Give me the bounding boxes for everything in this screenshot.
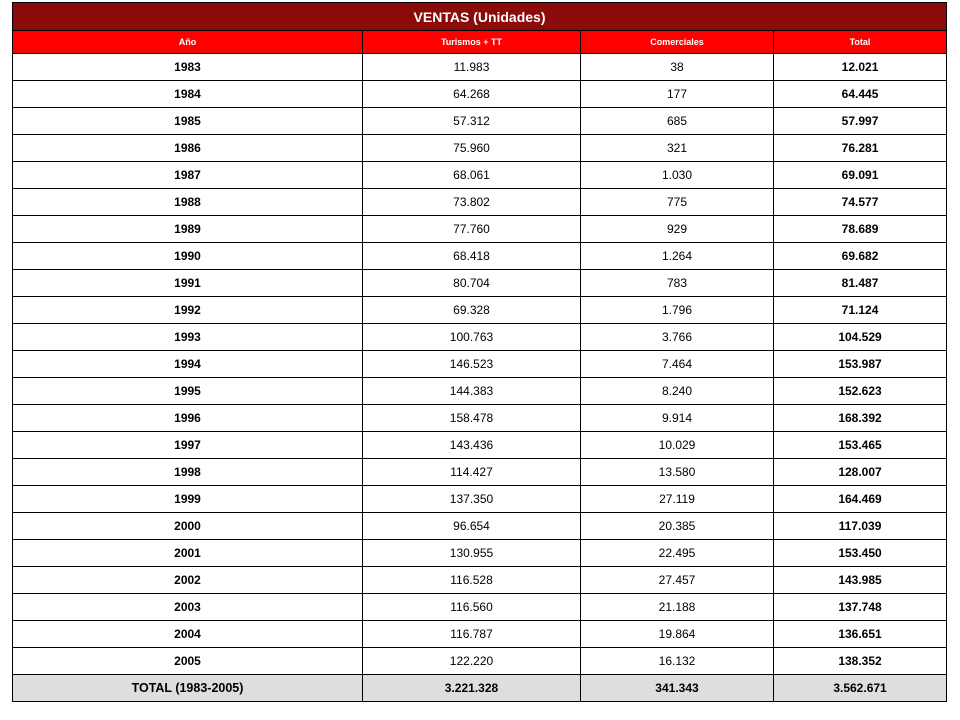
cars-cell: 144.383 bbox=[363, 378, 581, 405]
cars-cell: 69.328 bbox=[363, 297, 581, 324]
total-cell: 164.469 bbox=[774, 486, 947, 513]
total-cell: 76.281 bbox=[774, 135, 947, 162]
commercial-cell: 38 bbox=[581, 54, 774, 81]
year-cell: 1987 bbox=[13, 162, 363, 189]
year-cell: 2002 bbox=[13, 567, 363, 594]
totals-total: 3.562.671 bbox=[774, 675, 947, 702]
year-cell: 1986 bbox=[13, 135, 363, 162]
cars-cell: 116.528 bbox=[363, 567, 581, 594]
cars-cell: 57.312 bbox=[363, 108, 581, 135]
table-row bbox=[13, 81, 947, 108]
year-cell: 1990 bbox=[13, 243, 363, 270]
year-cell: 1989 bbox=[13, 216, 363, 243]
year-cell: 1994 bbox=[13, 351, 363, 378]
commercial-cell: 13.580 bbox=[581, 459, 774, 486]
total-cell: 57.997 bbox=[774, 108, 947, 135]
commercial-cell: 1.030 bbox=[581, 162, 774, 189]
commercial-cell: 16.132 bbox=[581, 648, 774, 675]
table-row bbox=[13, 54, 947, 81]
year-cell: 2001 bbox=[13, 540, 363, 567]
year-cell: 1984 bbox=[13, 81, 363, 108]
table-row bbox=[13, 243, 947, 270]
commercial-cell: 27.457 bbox=[581, 567, 774, 594]
total-cell: 143.985 bbox=[774, 567, 947, 594]
table-row bbox=[13, 594, 947, 621]
year-cell: 1997 bbox=[13, 432, 363, 459]
table-row bbox=[13, 297, 947, 324]
table-row bbox=[13, 270, 947, 297]
cars-cell: 73.802 bbox=[363, 189, 581, 216]
year-cell: 1998 bbox=[13, 459, 363, 486]
total-cell: 81.487 bbox=[774, 270, 947, 297]
cars-cell: 116.787 bbox=[363, 621, 581, 648]
table-row bbox=[13, 405, 947, 432]
totals-commercial: 341.343 bbox=[581, 675, 774, 702]
total-cell: 69.091 bbox=[774, 162, 947, 189]
cars-cell: 77.760 bbox=[363, 216, 581, 243]
table-row bbox=[13, 378, 947, 405]
table-row bbox=[13, 324, 947, 351]
total-cell: 78.689 bbox=[774, 216, 947, 243]
total-cell: 104.529 bbox=[774, 324, 947, 351]
cars-cell: 143.436 bbox=[363, 432, 581, 459]
total-cell: 128.007 bbox=[774, 459, 947, 486]
table-row bbox=[13, 351, 947, 378]
cars-cell: 137.350 bbox=[363, 486, 581, 513]
commercial-cell: 10.029 bbox=[581, 432, 774, 459]
cars-cell: 68.418 bbox=[363, 243, 581, 270]
column-header-commercial: Comerciales bbox=[581, 31, 774, 54]
total-cell: 12.021 bbox=[774, 54, 947, 81]
commercial-cell: 1.264 bbox=[581, 243, 774, 270]
total-cell: 74.577 bbox=[774, 189, 947, 216]
total-cell: 137.748 bbox=[774, 594, 947, 621]
year-cell: 1991 bbox=[13, 270, 363, 297]
totals-row bbox=[13, 675, 947, 702]
table-row bbox=[13, 540, 947, 567]
year-cell: 1992 bbox=[13, 297, 363, 324]
commercial-cell: 3.766 bbox=[581, 324, 774, 351]
total-cell: 153.987 bbox=[774, 351, 947, 378]
commercial-cell: 7.464 bbox=[581, 351, 774, 378]
commercial-cell: 20.385 bbox=[581, 513, 774, 540]
column-header-total: Total bbox=[774, 31, 947, 54]
cars-cell: 64.268 bbox=[363, 81, 581, 108]
year-cell: 1999 bbox=[13, 486, 363, 513]
commercial-cell: 929 bbox=[581, 216, 774, 243]
year-cell: 2005 bbox=[13, 648, 363, 675]
cars-cell: 68.061 bbox=[363, 162, 581, 189]
total-cell: 168.392 bbox=[774, 405, 947, 432]
year-cell: 1993 bbox=[13, 324, 363, 351]
cars-cell: 122.220 bbox=[363, 648, 581, 675]
commercial-cell: 27.119 bbox=[581, 486, 774, 513]
year-cell: 1988 bbox=[13, 189, 363, 216]
cars-cell: 130.955 bbox=[363, 540, 581, 567]
year-cell: 1985 bbox=[13, 108, 363, 135]
total-cell: 117.039 bbox=[774, 513, 947, 540]
commercial-cell: 22.495 bbox=[581, 540, 774, 567]
table-row bbox=[13, 621, 947, 648]
table-row bbox=[13, 648, 947, 675]
total-cell: 153.465 bbox=[774, 432, 947, 459]
cars-cell: 11.983 bbox=[363, 54, 581, 81]
table-body bbox=[13, 54, 947, 675]
year-cell: 1995 bbox=[13, 378, 363, 405]
sales-table bbox=[12, 2, 947, 702]
table-row bbox=[13, 567, 947, 594]
title-row bbox=[13, 3, 947, 31]
commercial-cell: 19.864 bbox=[581, 621, 774, 648]
total-cell: 153.450 bbox=[774, 540, 947, 567]
totals-label: TOTAL (1983-2005) bbox=[13, 675, 363, 702]
commercial-cell: 685 bbox=[581, 108, 774, 135]
total-cell: 71.124 bbox=[774, 297, 947, 324]
header-row bbox=[13, 31, 947, 54]
table-row bbox=[13, 513, 947, 540]
year-cell: 2003 bbox=[13, 594, 363, 621]
cars-cell: 114.427 bbox=[363, 459, 581, 486]
commercial-cell: 783 bbox=[581, 270, 774, 297]
year-cell: 1996 bbox=[13, 405, 363, 432]
total-cell: 152.623 bbox=[774, 378, 947, 405]
table-row bbox=[13, 459, 947, 486]
table-row bbox=[13, 216, 947, 243]
total-cell: 69.682 bbox=[774, 243, 947, 270]
total-cell: 64.445 bbox=[774, 81, 947, 108]
table-title: VENTAS (Unidades) bbox=[13, 3, 947, 31]
table-row bbox=[13, 135, 947, 162]
cars-cell: 116.560 bbox=[363, 594, 581, 621]
commercial-cell: 8.240 bbox=[581, 378, 774, 405]
cars-cell: 146.523 bbox=[363, 351, 581, 378]
table-row bbox=[13, 432, 947, 459]
table-row bbox=[13, 486, 947, 513]
column-header-year: Año bbox=[13, 31, 363, 54]
cars-cell: 158.478 bbox=[363, 405, 581, 432]
year-cell: 2004 bbox=[13, 621, 363, 648]
table-row bbox=[13, 162, 947, 189]
total-cell: 136.651 bbox=[774, 621, 947, 648]
commercial-cell: 321 bbox=[581, 135, 774, 162]
totals-cars: 3.221.328 bbox=[363, 675, 581, 702]
commercial-cell: 21.188 bbox=[581, 594, 774, 621]
table-row bbox=[13, 108, 947, 135]
table-row bbox=[13, 189, 947, 216]
commercial-cell: 1.796 bbox=[581, 297, 774, 324]
column-header-cars: Turismos + TT bbox=[363, 31, 581, 54]
commercial-cell: 9.914 bbox=[581, 405, 774, 432]
total-cell: 138.352 bbox=[774, 648, 947, 675]
commercial-cell: 177 bbox=[581, 81, 774, 108]
year-cell: 1983 bbox=[13, 54, 363, 81]
cars-cell: 100.763 bbox=[363, 324, 581, 351]
cars-cell: 75.960 bbox=[363, 135, 581, 162]
year-cell: 2000 bbox=[13, 513, 363, 540]
cars-cell: 96.654 bbox=[363, 513, 581, 540]
cars-cell: 80.704 bbox=[363, 270, 581, 297]
commercial-cell: 775 bbox=[581, 189, 774, 216]
